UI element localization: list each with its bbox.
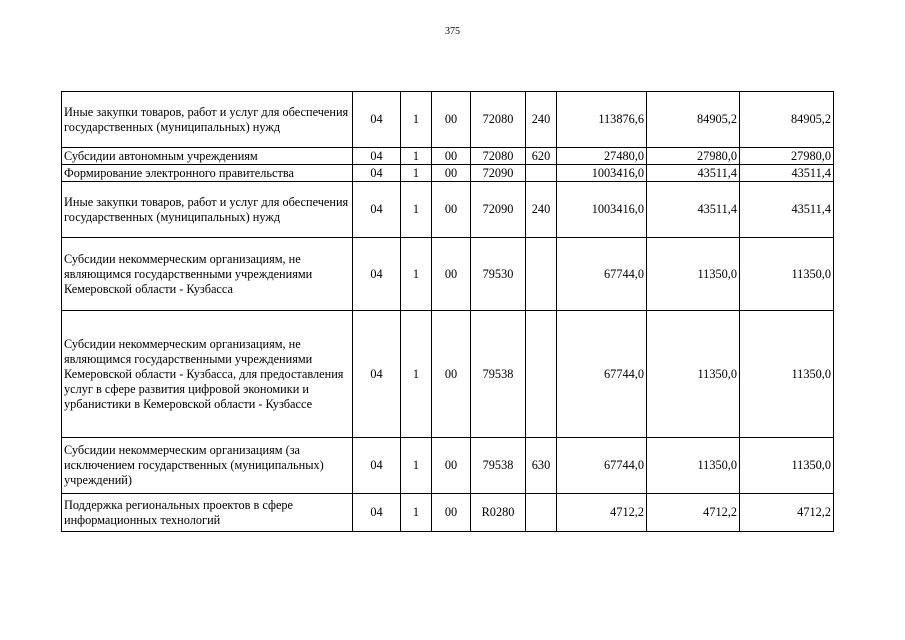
row-amount-year3-cell: 11350,0	[740, 438, 834, 494]
row-name-cell: Иные закупки товаров, работ и услуг для обеспечения государственных (муниципальных) нужд	[62, 182, 353, 238]
row-amount-year1-cell: 27480,0	[557, 148, 647, 165]
row-section-cell: 04	[353, 165, 401, 182]
row-name-cell: Формирование электронного правительства	[62, 165, 353, 182]
row-expense-type-cell	[526, 494, 557, 532]
table-row	[62, 148, 834, 165]
row-program-cell: 1	[401, 438, 432, 494]
row-subprogram-cell: 00	[432, 438, 471, 494]
row-amount-year1-cell: 67744,0	[557, 238, 647, 311]
row-program-cell: 1	[401, 311, 432, 438]
table-row	[62, 494, 834, 532]
table-row	[62, 92, 834, 148]
row-subprogram-cell: 00	[432, 311, 471, 438]
row-subprogram-cell: 00	[432, 148, 471, 165]
row-program-cell: 1	[401, 182, 432, 238]
row-name-cell: Субсидии некоммерческим организациям, не являющимся государственными учреждениями Кемеровской области - Кузбасса, для предоставления услуг в сфере развития цифровой экономики и урбанистики в Кемеровской области - Кузбассе	[62, 311, 353, 438]
row-direction-code-cell: 79530	[471, 238, 526, 311]
row-amount-year3-cell: 4712,2	[740, 494, 834, 532]
row-subprogram-cell: 00	[432, 494, 471, 532]
table-row	[62, 438, 834, 494]
table-row	[62, 165, 834, 182]
row-amount-year1-cell: 67744,0	[557, 438, 647, 494]
budget-table	[61, 91, 834, 532]
row-amount-year1-cell: 1003416,0	[557, 182, 647, 238]
row-amount-year2-cell: 4712,2	[647, 494, 740, 532]
row-section-cell: 04	[353, 438, 401, 494]
row-amount-year2-cell: 11350,0	[647, 438, 740, 494]
row-amount-year1-cell: 113876,6	[557, 92, 647, 148]
row-name-cell: Поддержка региональных проектов в сфере информационных технологий	[62, 494, 353, 532]
row-section-cell: 04	[353, 311, 401, 438]
row-amount-year2-cell: 43511,4	[647, 165, 740, 182]
row-section-cell: 04	[353, 182, 401, 238]
table-row	[62, 311, 834, 438]
row-program-cell: 1	[401, 165, 432, 182]
budget-table-body	[62, 92, 834, 532]
row-program-cell: 1	[401, 148, 432, 165]
row-expense-type-cell: 620	[526, 148, 557, 165]
row-expense-type-cell: 240	[526, 92, 557, 148]
row-subprogram-cell: 00	[432, 165, 471, 182]
row-amount-year3-cell: 11350,0	[740, 238, 834, 311]
row-section-cell: 04	[353, 92, 401, 148]
row-name-cell: Субсидии некоммерческим организациям, не являющимся государственными учреждениями Кемеровской области - Кузбасса	[62, 238, 353, 311]
row-direction-code-cell: 79538	[471, 311, 526, 438]
row-program-cell: 1	[401, 238, 432, 311]
row-subprogram-cell: 00	[432, 92, 471, 148]
row-direction-code-cell: 72080	[471, 92, 526, 148]
row-amount-year2-cell: 27980,0	[647, 148, 740, 165]
row-expense-type-cell	[526, 311, 557, 438]
row-amount-year2-cell: 11350,0	[647, 311, 740, 438]
row-name-cell: Иные закупки товаров, работ и услуг для обеспечения государственных (муниципальных) нужд	[62, 92, 353, 148]
row-expense-type-cell: 240	[526, 182, 557, 238]
row-amount-year3-cell: 43511,4	[740, 165, 834, 182]
row-amount-year3-cell: 43511,4	[740, 182, 834, 238]
row-amount-year3-cell: 11350,0	[740, 311, 834, 438]
row-amount-year1-cell: 67744,0	[557, 311, 647, 438]
row-expense-type-cell: 630	[526, 438, 557, 494]
table-row	[62, 238, 834, 311]
row-amount-year1-cell: 1003416,0	[557, 165, 647, 182]
row-section-cell: 04	[353, 238, 401, 311]
row-name-cell: Субсидии некоммерческим организациям (за исключением государственных (муниципальных) учреждений)	[62, 438, 353, 494]
row-expense-type-cell	[526, 165, 557, 182]
row-direction-code-cell: 72090	[471, 165, 526, 182]
page-number: 375	[445, 26, 460, 37]
row-program-cell: 1	[401, 494, 432, 532]
row-expense-type-cell	[526, 238, 557, 311]
row-direction-code-cell: 72080	[471, 148, 526, 165]
row-program-cell: 1	[401, 92, 432, 148]
row-direction-code-cell: R0280	[471, 494, 526, 532]
table-row	[62, 182, 834, 238]
row-subprogram-cell: 00	[432, 238, 471, 311]
row-amount-year3-cell: 27980,0	[740, 148, 834, 165]
row-direction-code-cell: 72090	[471, 182, 526, 238]
row-amount-year2-cell: 11350,0	[647, 238, 740, 311]
row-amount-year1-cell: 4712,2	[557, 494, 647, 532]
row-amount-year2-cell: 43511,4	[647, 182, 740, 238]
row-direction-code-cell: 79538	[471, 438, 526, 494]
row-name-cell: Субсидии автономным учреждениям	[62, 148, 353, 165]
row-amount-year3-cell: 84905,2	[740, 92, 834, 148]
row-section-cell: 04	[353, 494, 401, 532]
row-subprogram-cell: 00	[432, 182, 471, 238]
row-section-cell: 04	[353, 148, 401, 165]
row-amount-year2-cell: 84905,2	[647, 92, 740, 148]
